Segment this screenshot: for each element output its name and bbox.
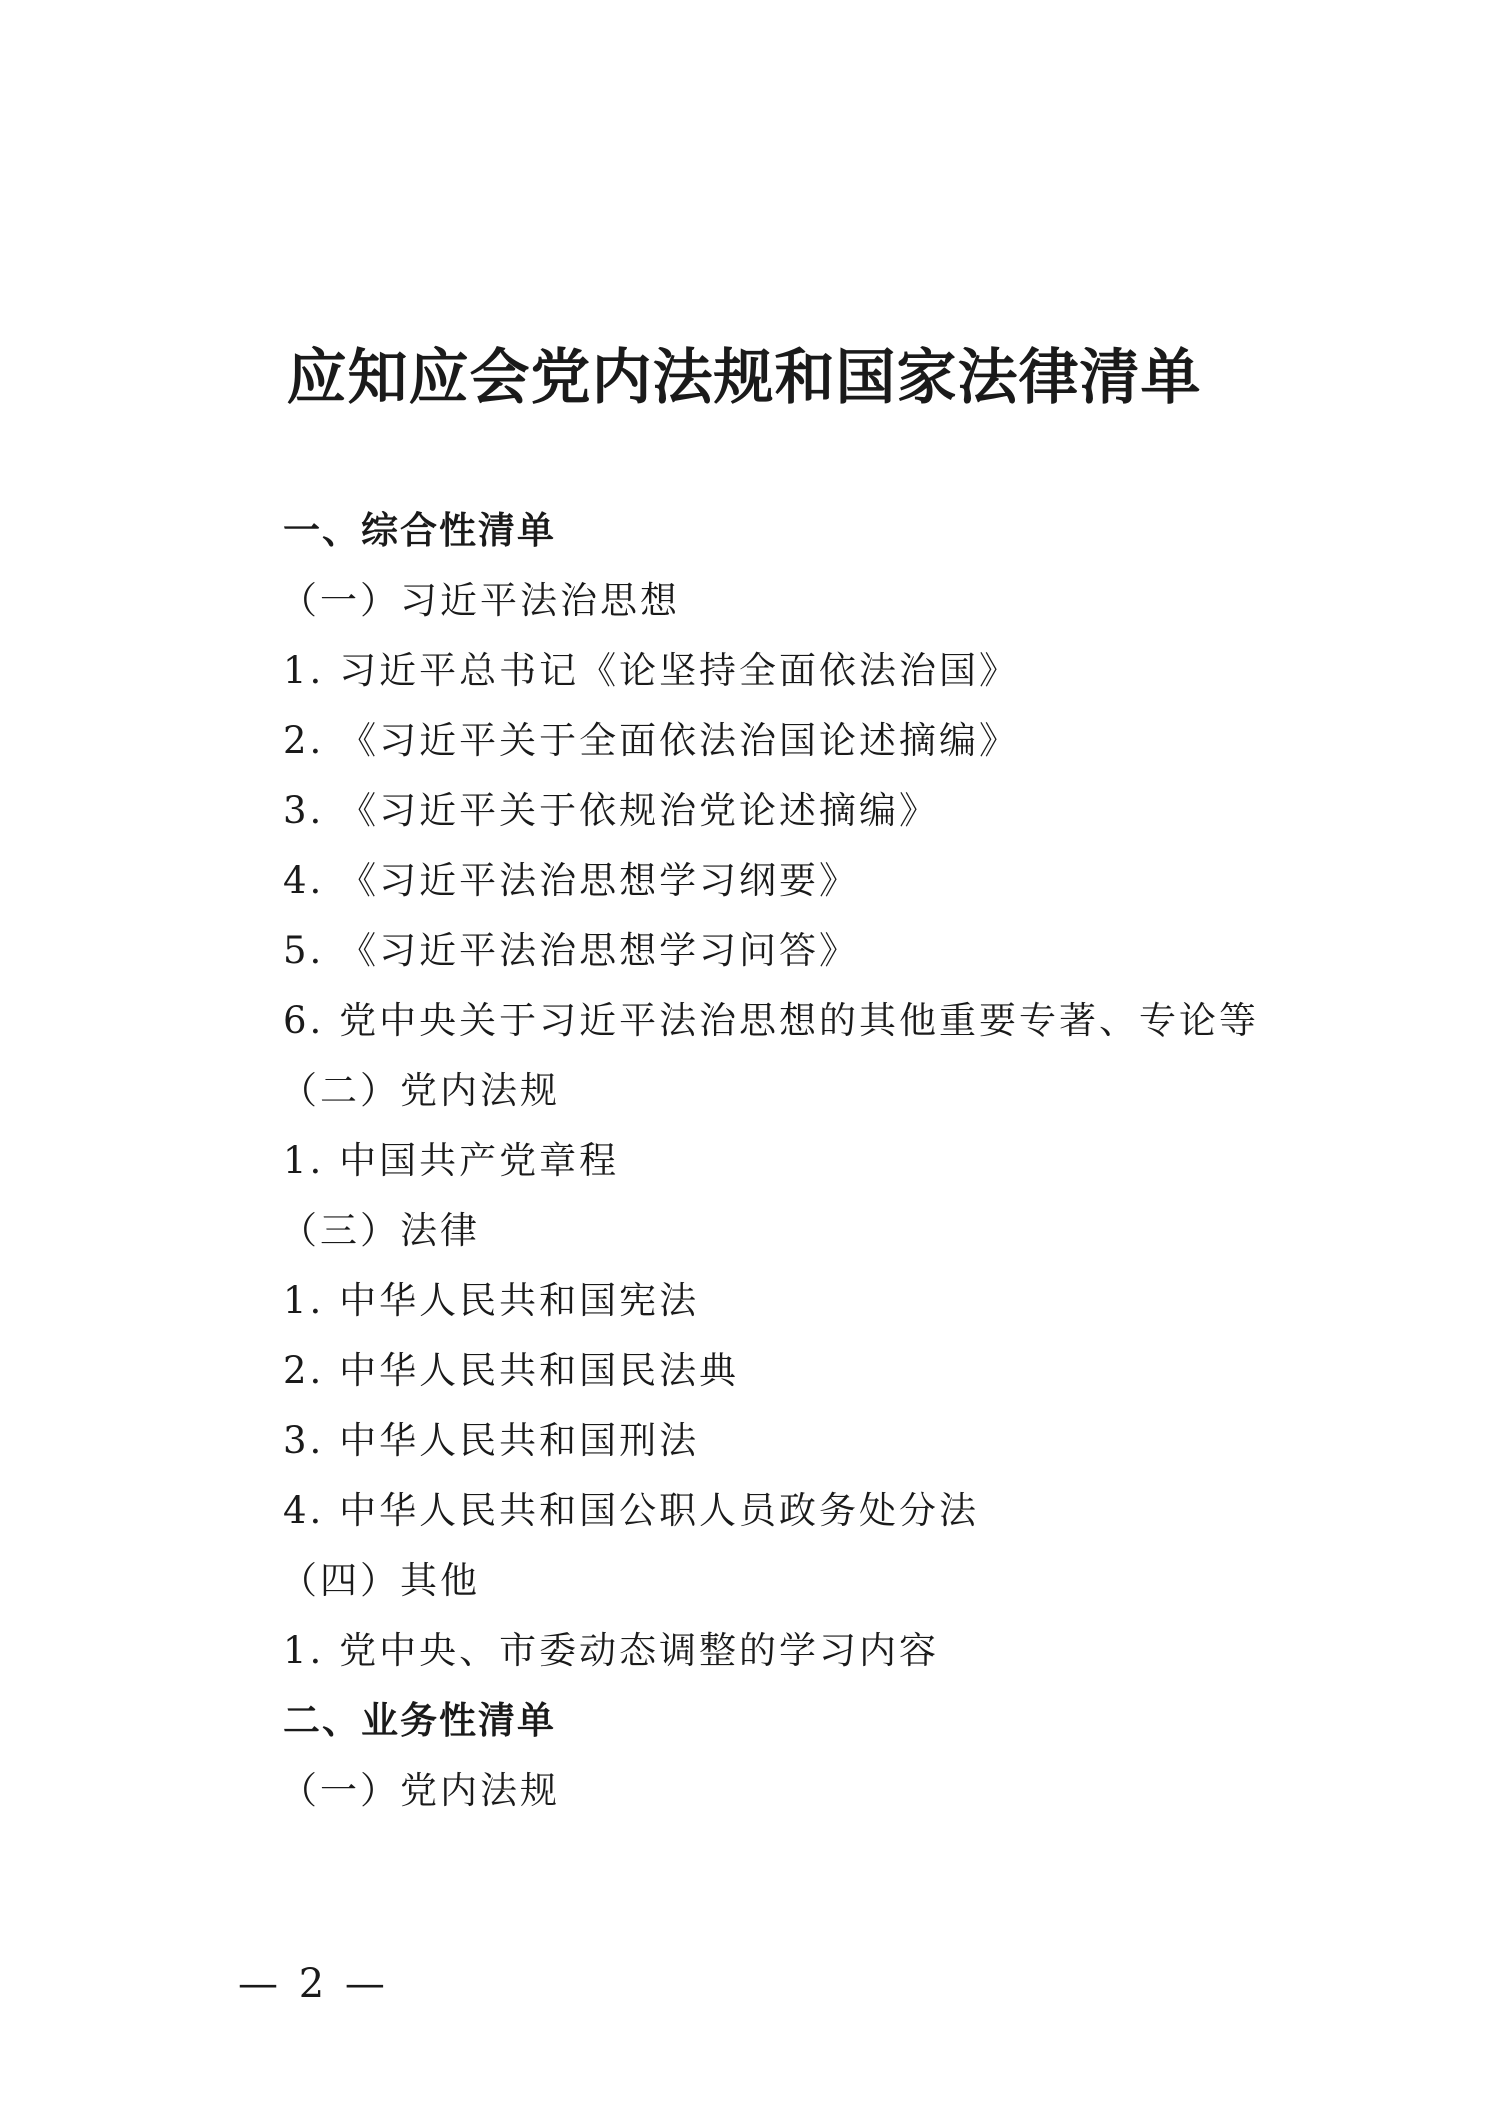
section-heading-business: 二、业务性清单 [283, 1699, 556, 1742]
list-item: 3. 《习近平关于依规治党论述摘编》 [283, 789, 940, 832]
list-item: 5. 《习近平法治思想学习问答》 [283, 929, 860, 972]
list-item: 1. 党中央、市委动态调整的学习内容 [283, 1629, 940, 1672]
list-item: 3. 中华人民共和国刑法 [283, 1419, 700, 1462]
list-item: 1. 中华人民共和国宪法 [283, 1279, 700, 1322]
subsection-heading-party-regulations-2: （一）党内法规 [280, 1769, 560, 1812]
list-item: 6. 党中央关于习近平法治思想的其他重要专著、专论等 [283, 999, 1260, 1042]
subsection-heading-other: （四）其他 [280, 1559, 480, 1602]
subsection-heading-party-regulations: （二）党内法规 [280, 1069, 560, 1112]
subsection-heading-xi-rule-of-law: （一）习近平法治思想 [280, 579, 680, 622]
list-item: 2. 中华人民共和国民法典 [283, 1349, 740, 1392]
list-item: 1. 习近平总书记《论坚持全面依法治国》 [283, 649, 1020, 692]
page-number: — 2 — [238, 1961, 389, 2007]
list-item: 4. 中华人民共和国公职人员政务处分法 [283, 1489, 980, 1532]
document-title: 应知应会党内法规和国家法律清单 [286, 343, 1202, 413]
list-item: 1. 中国共产党章程 [283, 1139, 620, 1182]
section-heading-comprehensive: 一、综合性清单 [283, 509, 556, 552]
subsection-heading-laws: （三）法律 [280, 1209, 480, 1252]
list-item: 4. 《习近平法治思想学习纲要》 [283, 859, 860, 902]
list-item: 2. 《习近平关于全面依法治国论述摘编》 [283, 719, 1020, 762]
